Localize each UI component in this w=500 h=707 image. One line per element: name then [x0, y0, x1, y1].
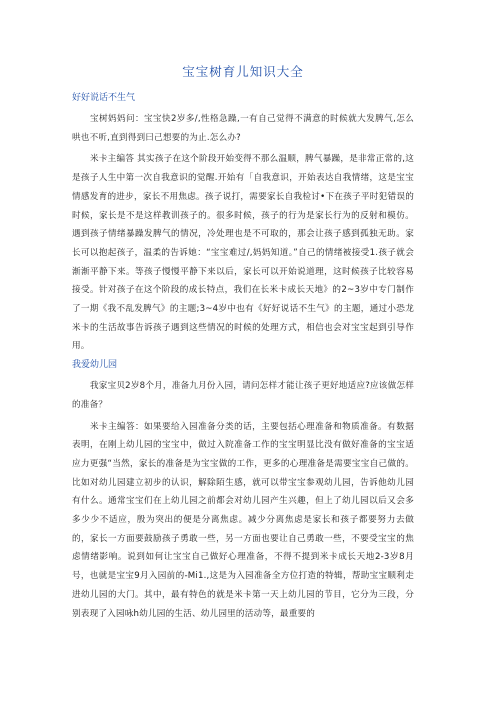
answer-paragraph-temper: 米卡主编答 其实孩子在这个阶段开始变得不那么温顺，脾气暴躁，是非常正常的,这是孩子人生中第一次自我意识的觉醒.开始有「自我意识，开始表达自我情绪，这是宝宝情感发育的进步，家长不用焦虑。孩子说打，需要家长自我检讨•下在孩子平时犯错误的时候，家长是不是这样教训孩子的。很多时候，孩子的行为是家长行为的反射和模仿。遇到孩子情绪暴躁发脾气的情况，冷处理也是不可取的，那会让孩子感到孤独无助。家长可以抱起孩子，温柔的告诉她：“宝宝难过/,妈妈知道。”自己的情绪被接受1.孩子就会渐渐平静下来。等孩子慢慢平静下来以后，家长可以开始说道理，这时候孩子比较容易接受。针对孩子在这个阶段的成长特点，我们在长米卡成长天地》的2~3岁中专门制作了一期《我不乱发脾气》的主题;3~4岁中也有《好好说话不生气》的主题，通过小恐龙米卡的生活故事告诉孩子遇到这些情况的时候的处理方式，相信也会对宝宝起到引导作用。: [72, 154, 414, 352]
question-paragraph-kindergarten: 我家宝贝2岁8个月，准备九月份入园，请问怎样才能让孩子更好地适应?应该做怎样的准备？: [72, 381, 414, 410]
document-title: 宝宝树育儿知识大全: [182, 64, 304, 79]
section-heading-kindergarten: 我爱幼儿园: [72, 360, 118, 371]
section-heading-temper: 好好说话不生气: [72, 93, 136, 103]
question-paragraph-temper: 宝树妈妈问：宝宝快2岁多/,性格急躁,一有自己觉得不满意的时候就大发脾气,怎么哄也不听,直到得到曰己想要的为止.怎么办?: [72, 114, 414, 143]
answer-paragraph-kindergarten: 米卡主编答：如果要给入园准备分类的话，主要包括心理准备和物质准备。有数据表明，在刚上幼儿园的宝宝中，做过入院准备工作的宝宝明显比没有做好准备的宝宝适应力更强“当然，家长的准备是为宝宝做的工作，更多的心理准备是需要宝宝自己做的。比如对幼儿园建立初步的认识，解除陌生感，就可以带宝宝参观幼儿园，告诉他幼儿园有什么。通常宝宝们在上幼儿园之前都会对幼儿园产生兴趣，但上了幼儿园以后又会多多少少不适应，殷为突出的便是分离焦虑。减少分离焦虑是家长和孩子都要努力去做的，家长一方面要鼓励孩子勇敢一些，另一方面也要让自己勇敢一些，不要受宝宝的焦虑情绪影响。说到如何让宝宝自己做好心理准备，不得不提到米卡成长天地2-3岁8月号，也就是宝宝9月入园前的-Mi1.,这是为入园准备全方位打造的特辑，帮助宝宝顺利走进幼儿园的大门。其中，最有特色的就是米卡第一天上幼儿园的节目，它分为三段，分别表现了入园咏h幼儿园的生活、幼儿园里的活动等，最重要的: [72, 421, 414, 619]
